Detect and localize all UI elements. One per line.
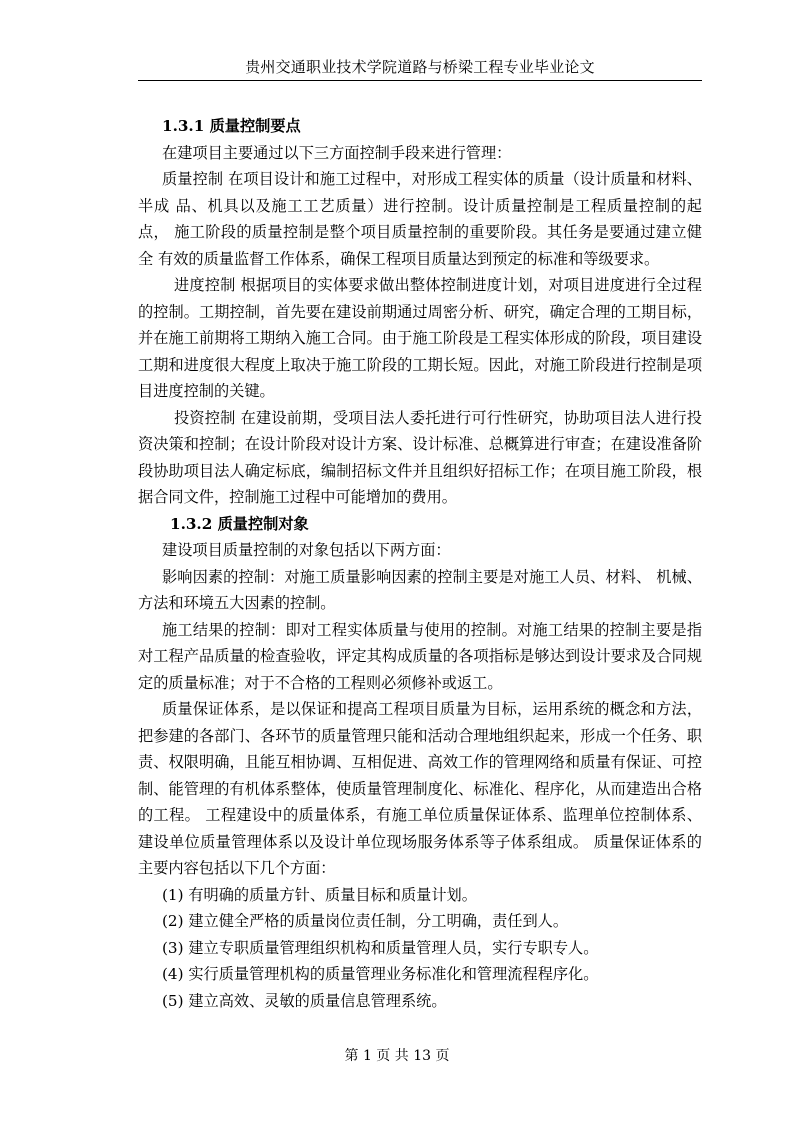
paragraph-investment-control: 投资控制 在建设前期，受项目法人委托进行可行性研究，协助项目法人进行投资决策和控制；在设计阶段对设计方案、设计标准、总概算进行审查；在建设准备阶段协助项目法人确定标底，编制招标文件并且组织好招标工作；在项目施工阶段，根据合同文件，控制施工过程中可能增加的费用。	[138, 408, 702, 506]
list-item: (1) 有明确的质量方针、质量目标和质量计划。	[162, 885, 477, 904]
list-item: (2) 建立健全严格的质量岗位责任制，分工明确，责任到人。	[162, 912, 569, 930]
running-header: 贵州交通职业技术学院道路与桥梁工程专业毕业论文	[245, 58, 595, 76]
section-heading-1-3-1: 1.3.1 质量控制要点	[162, 117, 301, 135]
paragraph-construction-results: 施工结果的控制：即对工程实体质量与使用的控制。对施工结果的控制主要是指对工程产品质量的检查验收，评定其构成质量的各项指标是够达到设计要求及合同规定的质量标准；对于不合格的工程则必须修补或返工。	[138, 620, 702, 692]
paragraph-influence-factors: 影响因素的控制：对施工质量影响因素的控制主要是对施工人员、材料、 机械、方法和环境五大因素的控制。	[138, 567, 702, 612]
list-item: (4) 实行质量管理机构的质量管理业务标准化和管理流程程序化。	[162, 965, 599, 983]
paragraph-objects-intro: 建设项目质量控制的对象包括以下两方面：	[162, 541, 451, 559]
list-item: (3) 建立专职质量管理组织机构和质量管理人员，实行专职专人。	[162, 938, 599, 957]
section-heading-1-3-2: 1.3.2 质量控制对象	[170, 514, 309, 533]
paragraph-quality-control: 质量控制 在项目设计和施工过程中，对形成工程实体的质量（设计质量和材料、半成 品、机具以及施工工艺质量）进行控制。设计质量控制是工程质量控制的起点， 施工阶段的质量控制是整个项目质量控制的重要阶段。其任务是要通过建立健全 有效的质量监督工作体系，确保工程项目质量达到预定的标准和等级要求。	[138, 170, 702, 268]
header-rule	[138, 80, 702, 81]
document-body	[138, 113, 702, 1014]
page-footer: 第 1 页 共 13 页	[344, 1048, 450, 1064]
paragraph-intro: 在建项目主要通过以下三方面控制手段来进行管理：	[162, 143, 512, 162]
paragraph-qa-system: 质量保证体系，是以保证和提高工程项目质量为目标，运用系统的概念和方法，把参建的各部门、各环节的质量管理只能和活动合理地组织起来，形成一个任务、职责、权限明确，且能互相协调、互相促进、高效工作的管理网络和质量有保证、可控制、能管理的有机体系整体，使质量管理制度化、标准化、程序化，从而建造出合格的工程。 工程建设中的质量体系，有施工单位质量保证体系、监理单位控制体系、建设单位质量管理体系以及设计单位现场服务体系等子体系组成。 质量保证体系的主要内容包括以下几个方面：	[138, 700, 702, 877]
paragraph-schedule-control: 进度控制 根据项目的实体要求做出整体控制进度计划，对项目进度进行全过程的控制。工期控制，首先要在建设前期通过周密分析、研究，确定合理的工期目标，并在施工前期将工期纳入施工合同。由于施工阶段是工程实体形成的阶段，项目建设工期和进度很大程度上取决于施工阶段的工期长短。因此，对施工阶段进行控制是项目进度控制的关键。	[138, 276, 702, 400]
list-item: (5) 建立高效、灵敏的质量信息管理系统。	[162, 991, 447, 1010]
